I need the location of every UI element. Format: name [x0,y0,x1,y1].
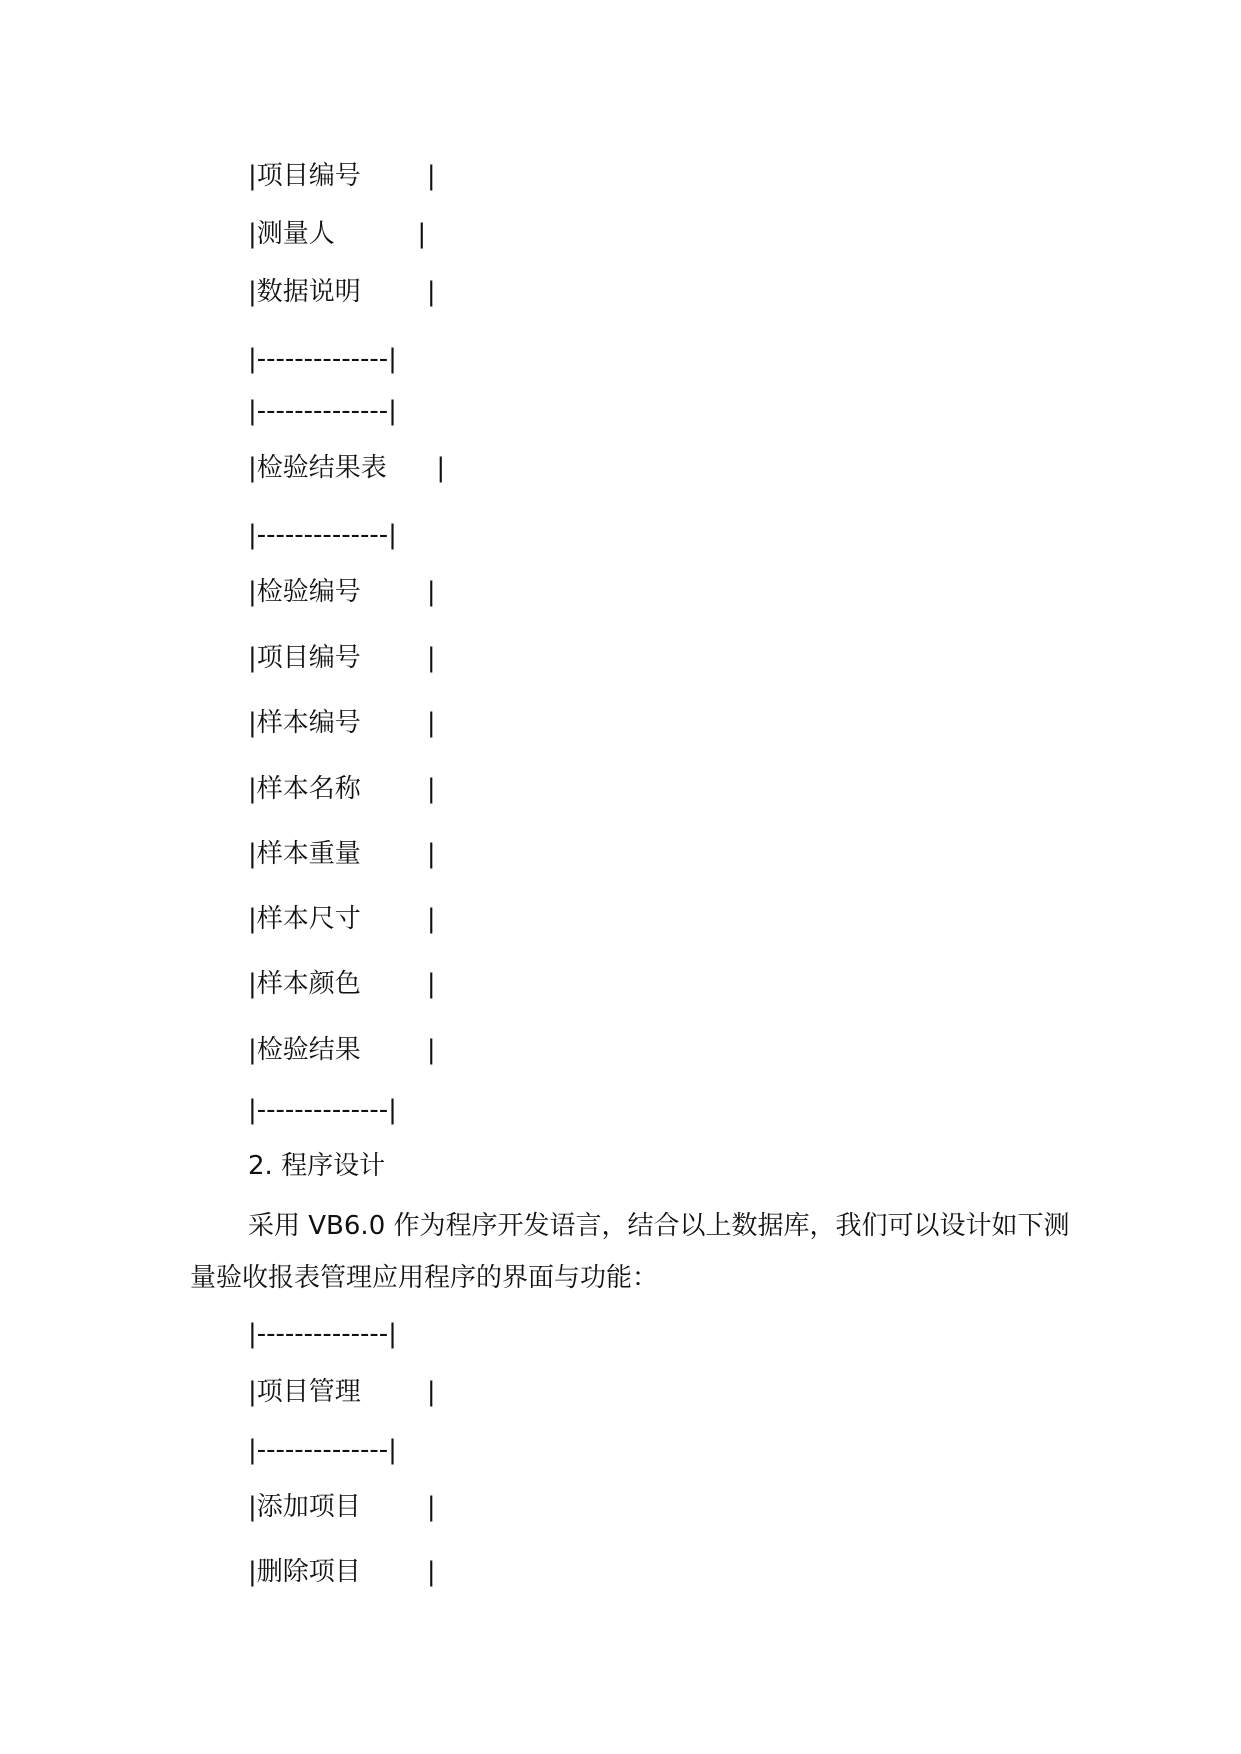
text-line-inspection-result: |检验结果 | [248,1035,436,1065]
text-line-separator: |--------------| [248,1319,397,1349]
text-line-sample-size: |样本尺寸 | [248,904,436,934]
text-line-separator: |--------------| [248,396,397,426]
text-line-sample-weight: |样本重量 | [248,839,436,869]
text-line-separator: |--------------| [248,1435,397,1465]
text-line-add-project: |添加项目 | [248,1492,436,1522]
text-line-inspection-table: |检验结果表 | [248,453,446,483]
text-line-sample-name: |样本名称 | [248,774,436,804]
text-line-sample-id: |样本编号 | [248,708,436,738]
text-line-separator: |--------------| [248,1095,397,1125]
text-line-inspection-id: |检验编号 | [248,577,436,607]
text-line-separator: |--------------| [248,344,397,374]
body-paragraph: 采用 VB6.0 作为程序开发语言，结合以上数据库，我们可以设计如下测量验收报表管理应用程序的界面与功能： [190,1211,1070,1293]
text-line-data-description: |数据说明 | [248,277,436,307]
section-heading-program-design: 2. 程序设计 [248,1151,386,1181]
text-line-sample-color: |样本颜色 | [248,969,436,999]
text-line-surveyor: |测量人 | [248,219,427,249]
text-line-project-management: |项目管理 | [248,1377,436,1407]
text-line-project-id: |项目编号 | [248,161,436,191]
text-line-separator: |--------------| [248,520,397,550]
text-line-project-id: |项目编号 | [248,643,436,673]
text-line-delete-project: |删除项目 | [248,1557,436,1587]
